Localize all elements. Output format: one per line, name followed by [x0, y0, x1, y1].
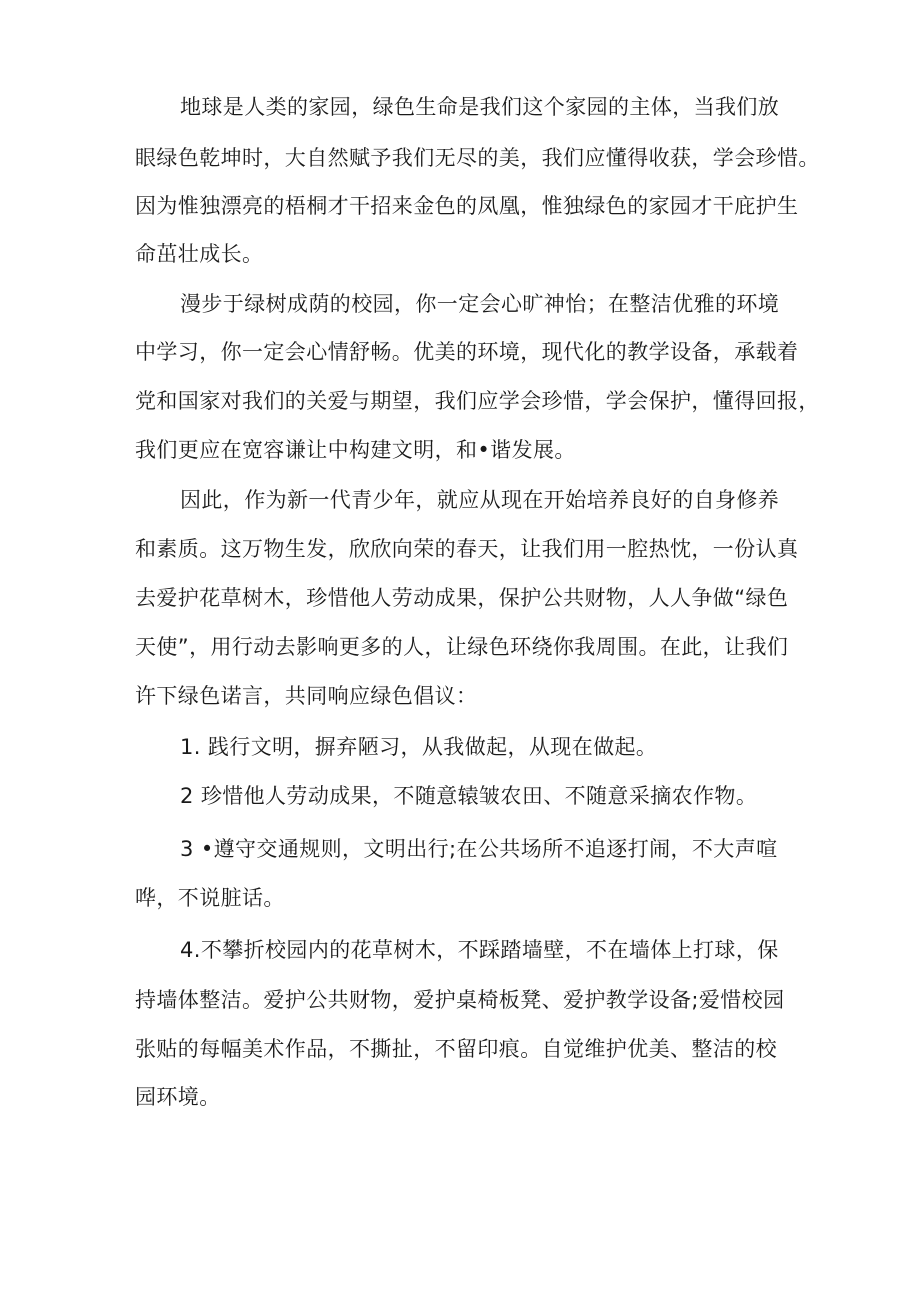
- text-line: 3 •遵守交通规则，文明出行;在公共场所不追逐打闹，不大声喧: [180, 837, 778, 861]
- text-line: 2 珍惜他人劳动成果，不随意辕皱农田、不随意采摘农作物。: [180, 784, 758, 808]
- text-line: 1. 践行文明，摒弃陋习，从我做起，从现在做起。: [180, 735, 658, 759]
- text-line: 园环境。: [135, 1085, 221, 1109]
- text-line: 因此，作为新一代青少年，就应从现在开始培养良好的自身修养: [180, 488, 780, 512]
- text-line: 和素质。这万物生发，欣欣向荣的春天，让我们用一腔热忱，一份认真: [135, 537, 799, 561]
- text-line: 持墙体整洁。爱护公共财物，爱护桌椅板凳、爱护教学设备;爱惜校园: [135, 988, 785, 1012]
- text-line: 命茁壮成长。: [135, 242, 264, 266]
- text-line: 我们更应在宽容谦让中构建文明，和•谐发展。: [135, 438, 576, 462]
- text-line: 眼绿色乾坤时，大自然赋予我们无尽的美，我们应懂得收获，学会珍惜。: [135, 146, 820, 170]
- text-line: 地球是人类的家园，绿色生命是我们这个家园的主体，当我们放: [180, 95, 780, 119]
- text-line: 去爱护花草树木，珍惜他人劳动成果，保护公共财物，人人争做“绿色: [135, 586, 789, 610]
- text-line: 许下绿色诺言，共同响应绿色倡议：: [135, 684, 478, 708]
- text-line: 漫步于绿树成荫的校园，你一定会心旷神怡；在整洁优雅的环境: [180, 292, 780, 316]
- text-line: 哗，不说脏话。: [135, 886, 285, 910]
- text-line: 党和国家对我们的关爱与期望，我们应学会珍惜，学会保护，懂得回报，: [135, 389, 820, 413]
- text-line: 因为惟独漂亮的梧桐才干招来金色的凤凰，惟独绿色的家园才干庇护生: [135, 194, 799, 218]
- text-line: 4.不攀折校园内的花草树木，不踩踏墙壁，不在墙体上打球，保: [180, 938, 779, 962]
- text-line: 张贴的每幅美术作品，不撕扯，不留印痕。自觉维护优美、整洁的校: [135, 1037, 777, 1061]
- text-line: 天使”，用行动去影响更多的人，让绿色环绕你我周围。在此，让我们: [135, 635, 789, 659]
- text-line: 中学习，你一定会心情舒畅。优美的环境，现代化的教学设备，承载着: [135, 340, 799, 364]
